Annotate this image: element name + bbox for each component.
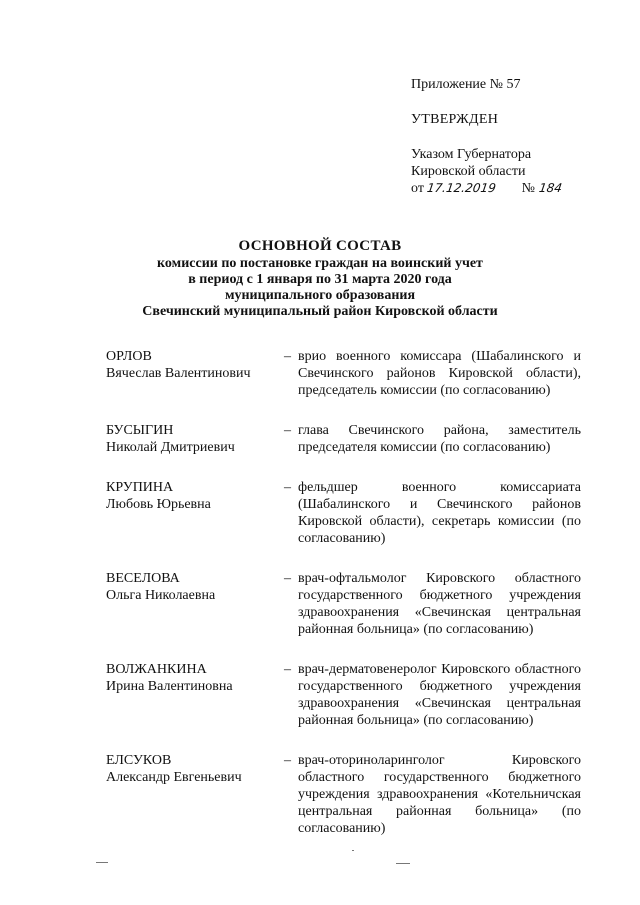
member-row — [106, 422, 581, 456]
approved-label: УТВЕРЖДЕН — [411, 112, 499, 127]
member-given-name: Любовь Юрьевна — [106, 497, 211, 512]
member-name — [106, 422, 284, 456]
member-dash: – — [284, 753, 291, 768]
member-row — [106, 661, 581, 729]
member-dash: – — [284, 349, 291, 364]
scan-speck — [396, 863, 410, 864]
member-role: глава Свечинского района, заместитель председателя комиссии (по согласованию) — [298, 423, 581, 455]
decree-date-line — [411, 180, 611, 197]
member-name — [106, 479, 284, 513]
decree-line-1: Указом Губернатора — [411, 147, 532, 162]
member-dash: – — [284, 480, 291, 495]
member-dash: – — [284, 423, 291, 438]
member-surname: ЕЛСУКОВ — [106, 753, 172, 768]
member-given-name: Вячеслав Валентинович — [106, 366, 251, 381]
members-list — [106, 348, 581, 837]
member-surname: ОРЛОВ — [106, 349, 152, 364]
scan-speck — [96, 862, 108, 863]
member-role: врач-дерматовенеролог Кировского областного государственного бюджетного учреждения здравоохранения «Свечинская центральная районная больница» (по согласованию) — [298, 662, 581, 728]
member-given-name: Ольга Николаевна — [106, 588, 216, 603]
member-row — [106, 752, 581, 837]
member-given-name: Александр Евгеньевич — [106, 770, 242, 785]
date-prefix: от — [411, 181, 424, 196]
member-surname: БУСЫГИН — [106, 423, 174, 438]
member-dash: – — [284, 662, 291, 677]
member-row — [106, 348, 581, 399]
member-role: врач-оториноларинголог Кировского областного государственного бюджетного учреждения здравоохранения «Котельничская центральная районная больница» (по согласованию) — [298, 753, 581, 836]
member-surname: КРУПИНА — [106, 480, 174, 495]
document-title — [0, 236, 640, 320]
member-given-name: Николай Дмитриевич — [106, 440, 235, 455]
handwritten-date: 17.12.2019 — [426, 181, 498, 195]
member-row — [106, 570, 581, 638]
title-line-1: комиссии по постановке граждан на воинский учет — [157, 256, 483, 271]
member-role: врио военного комиссара (Шабалинского и Свечинского районов Кировской области), председатель комиссии (по согласованию) — [298, 349, 581, 398]
approval-block — [411, 76, 611, 197]
member-surname: ВОЛЖАНКИНА — [106, 662, 207, 677]
member-name — [106, 752, 284, 786]
member-given-name: Ирина Валентиновна — [106, 679, 233, 694]
title-main: ОСНОВНОЙ СОСТАВ — [238, 238, 402, 254]
title-line-3: муниципального образования — [224, 288, 416, 303]
member-name — [106, 570, 284, 604]
member-dash: – — [284, 571, 291, 586]
handwritten-number: 184 — [537, 181, 563, 195]
appendix-number: Приложение № 57 — [411, 77, 521, 92]
decree-line-2: Кировской области — [411, 164, 526, 179]
member-row — [106, 479, 581, 547]
member-role: фельдшер военного комиссариата (Шабалинского и Свечинского районов Кировской области), секретарь комиссии (по согласованию) — [298, 480, 581, 546]
member-surname: ВЕСЕЛОВА — [106, 571, 180, 586]
number-prefix: № — [521, 181, 536, 196]
member-name — [106, 348, 284, 382]
title-line-2: в период с 1 января по 31 марта 2020 года — [188, 272, 452, 287]
member-role: врач-офтальмолог Кировского областного государственного бюджетного учреждения здравоохранения «Свечинская центральная районная больница» (по согласованию) — [298, 571, 581, 637]
member-name — [106, 661, 284, 695]
title-line-4: Свечинский муниципальный район Кировской области — [142, 304, 498, 319]
scan-speck — [352, 850, 354, 851]
